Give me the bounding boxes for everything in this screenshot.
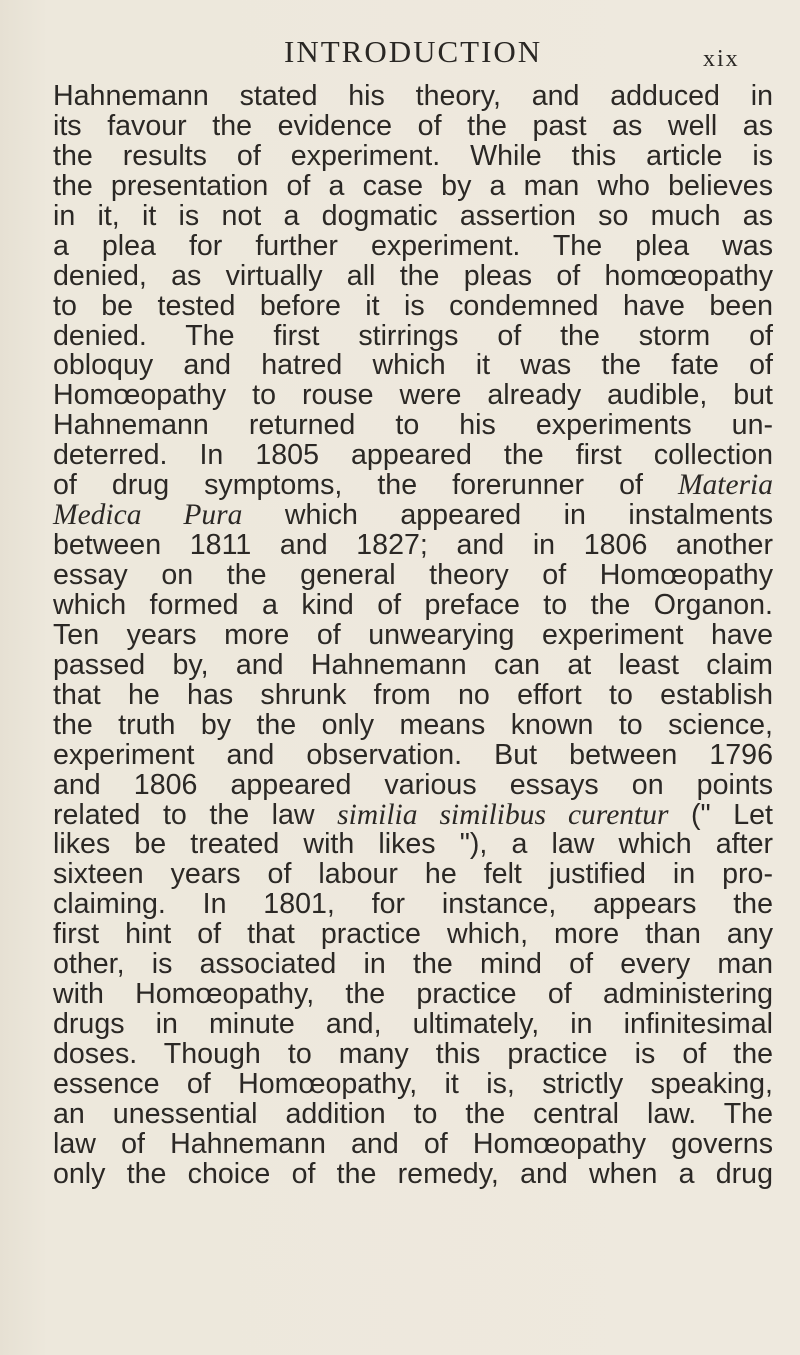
text-line: deterred. In 1805 appeared the first collection [53,439,773,472]
text-line: sixteen years of labour he felt justified in pro- [53,858,773,891]
text-line: doses. Though to many this practice is of the [53,1038,773,1070]
text-line-mixed [53,501,773,531]
text-line-mixed [53,471,773,501]
text-line: Homœopathy to rouse were already audible, but [53,379,773,412]
text-run: related to the law [53,798,315,831]
text-run: which appeared in instalments [284,499,773,532]
text-line: in it, it is not a dogmatic assertion so much as [53,199,773,232]
text-line: drugs in minute and, ultimately, in infinitesimal [53,1008,773,1041]
text-line: essay on the general theory of Homœopathy [53,559,773,591]
text-line-mixed [53,798,774,831]
text-line: denied. The first stirrings of the storm of [53,319,773,352]
text-line: the truth by the only means known to science, [53,708,773,741]
text-line: and 1806 appeared various essays on points [53,768,773,801]
text-line: likes be treated with likes "), a law which after [53,828,773,861]
text-line: Ten years more of unwearying experiment have [53,618,773,651]
page-number: xix [703,46,740,72]
text-line: to be tested before it is condemned have been [53,289,773,322]
text-line: with Homœopathy, the practice of administering [53,978,773,1011]
text-line: law of Hahnemann and of Homœopathy governs [53,1127,773,1160]
text-run: (" Let [691,798,774,831]
text-line: passed by, and Hahnemann can at least claim [53,648,773,681]
text-line: Hahnemann returned to his experiments un- [53,409,773,442]
text-line: an unessential addition to the central law. The [53,1097,773,1130]
page-header [0,34,800,70]
text-run: of drug symptoms, the forerunner of [53,469,643,502]
italic-term: Materia [677,469,773,502]
text-line: between 1811 and 1827; and in 1806 another [53,529,773,562]
text-line: only the choice of the remedy, and when a drug [53,1157,773,1190]
text-line: that he has shrunk from no effort to establish [53,678,773,711]
running-title: INTRODUCTION [284,34,543,69]
text-line: its favour the evidence of the past as well as [53,109,773,142]
text-line: essence of Homœopathy, it is, strictly speaking, [53,1067,773,1100]
text-line: claiming. In 1801, for instance, appears the [53,888,773,921]
text-line: the results of experiment. While this article is [53,139,773,172]
body-text [53,82,773,1190]
text-line: which formed a kind of preface to the Organon. [53,588,773,621]
text-line: denied, as virtually all the pleas of homœopathy [53,259,773,292]
italic-latin-maxim: similia similibus curentur [337,798,669,831]
text-line: other, is associated in the mind of every man [53,948,773,981]
text-line: experiment and observation. But between 1796 [53,738,773,771]
text-line: obloquy and hatred which it was the fate of [53,349,773,382]
text-line: first hint of that practice which, more than any [53,918,773,951]
text-line: the presentation of a case by a man who believes [53,169,773,202]
text-line: a plea for further experiment. The plea was [53,229,773,262]
text-line: Hahnemann stated his theory, and adduced in [53,80,773,112]
italic-term: Medica Pura [53,499,243,532]
